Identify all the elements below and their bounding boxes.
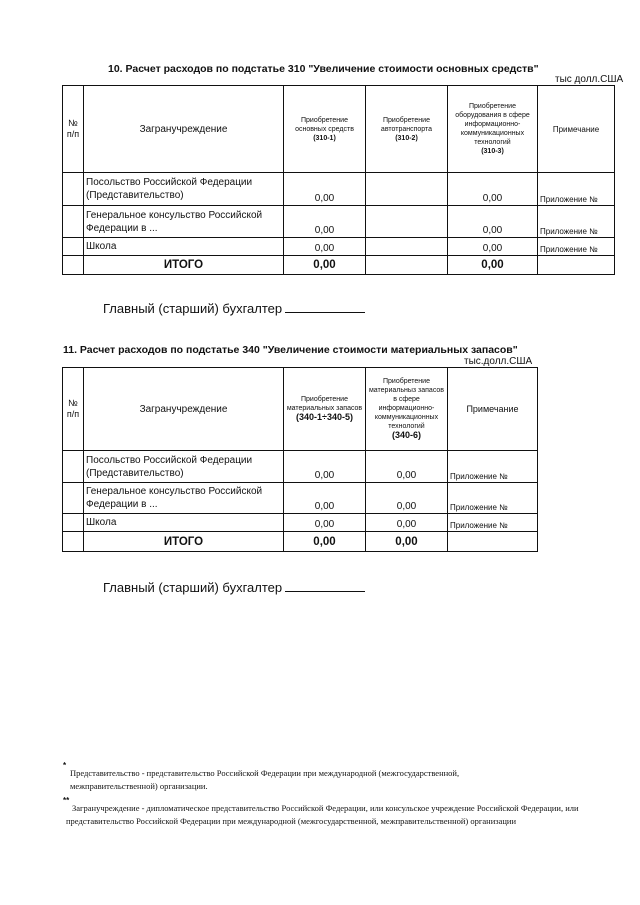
institution-name: Школа — [84, 238, 284, 256]
footnote-mark-2: ** — [63, 796, 70, 805]
total-value — [366, 256, 448, 275]
section10-units: тыс долл.США — [555, 74, 624, 85]
header-note: Примечание — [538, 86, 615, 173]
table-row — [63, 206, 615, 238]
header-ict-stocks: Приобретение материальныз запасов в сфере информационно-коммуникационных технологий (340-6) — [366, 368, 448, 451]
total-value: 0,00 — [366, 532, 448, 552]
value-cell: 0,00 — [284, 451, 366, 483]
total-row — [63, 256, 615, 275]
institution-name: Генеральное консульство Российской Федерации в ... — [84, 483, 284, 514]
signature-line — [285, 300, 365, 313]
value-cell: 0,00 — [284, 483, 366, 514]
value-cell: 0,00 — [284, 238, 366, 256]
total-value: 0,00 — [284, 256, 366, 275]
header-material-stocks: Приобретение материальных запасов (340-1÷340-5) — [284, 368, 366, 451]
section11-title: 11. Расчет расходов по подстатье 340 "Увеличение стоимости материальных запасов" — [63, 344, 518, 356]
header-institution: Загранучреждение — [84, 86, 284, 173]
footnote-2: Загранучреждение - дипломатическое представительство Российской Федерации, или консульское учреждение Российской Федерации, или представительство Российской Федерации при международной (межгосударственной, межправительственной) организации — [66, 803, 579, 826]
total-value: 0,00 — [284, 532, 366, 552]
total-row — [63, 532, 538, 552]
value-cell: 0,00 — [366, 514, 448, 532]
note-cell: Приложение № — [538, 238, 615, 256]
value-cell — [366, 173, 448, 206]
value-cell: 0,00 — [366, 483, 448, 514]
value-cell: 0,00 — [448, 206, 538, 238]
note-cell: Приложение № — [448, 483, 538, 514]
note-cell: Приложение № — [538, 206, 615, 238]
table-row — [63, 173, 615, 206]
note-cell: Приложение № — [448, 514, 538, 532]
value-cell: 0,00 — [448, 173, 538, 206]
section10-table — [62, 85, 615, 275]
total-value: 0,00 — [448, 256, 538, 275]
signature-line — [285, 579, 365, 592]
header-vehicles: Приобретение автотранспорта (310-2) — [366, 86, 448, 173]
header-num: № п/п — [63, 86, 84, 173]
institution-name: Посольство Российской Федерации (Представительство) — [84, 451, 284, 483]
table-row — [63, 238, 615, 256]
header-note: Примечание — [448, 368, 538, 451]
section11-signature: Главный (старший) бухгалтер — [103, 579, 365, 595]
value-cell: 0,00 — [284, 514, 366, 532]
note-cell: Приложение № — [448, 451, 538, 483]
footnote-1: Представительство - представительство Российской Федерации при международной (межгосударственной, межправительственной) организации. — [70, 768, 460, 791]
table-row — [63, 451, 538, 483]
header-num: № п/п — [63, 368, 84, 451]
table-row — [63, 514, 538, 532]
section11-table — [62, 367, 538, 552]
table-row — [63, 483, 538, 514]
section11-units: тыс.долл.США — [464, 356, 533, 367]
note-cell: Приложение № — [538, 173, 615, 206]
header-fixed-assets: Приобретение основных средств (310-1) — [284, 86, 366, 173]
total-label: ИТОГО — [84, 256, 284, 275]
institution-name: Посольство Российской Федерации (Представительство) — [84, 173, 284, 206]
section10-title: 10. Расчет расходов по подстатье 310 "Увеличение стоимости основных средств" — [108, 63, 539, 75]
value-cell — [366, 206, 448, 238]
header-institution: Загранучреждение — [84, 368, 284, 451]
value-cell: 0,00 — [366, 451, 448, 483]
institution-name: Генеральное консульство Российской Федерации в ... — [84, 206, 284, 238]
footnote-mark-1: * — [63, 761, 67, 770]
section10-header-row — [63, 86, 615, 173]
section10-signature: Главный (старший) бухгалтер — [103, 300, 365, 316]
section11-header-row — [63, 368, 538, 451]
total-label: ИТОГО — [84, 532, 284, 552]
value-cell: 0,00 — [448, 238, 538, 256]
header-ict-equipment: Приобретение оборудования в сфере информационно-коммуникационных технологий (310-3) — [448, 86, 538, 173]
value-cell: 0,00 — [284, 173, 366, 206]
institution-name: Школа — [84, 514, 284, 532]
value-cell — [366, 238, 448, 256]
value-cell: 0,00 — [284, 206, 366, 238]
